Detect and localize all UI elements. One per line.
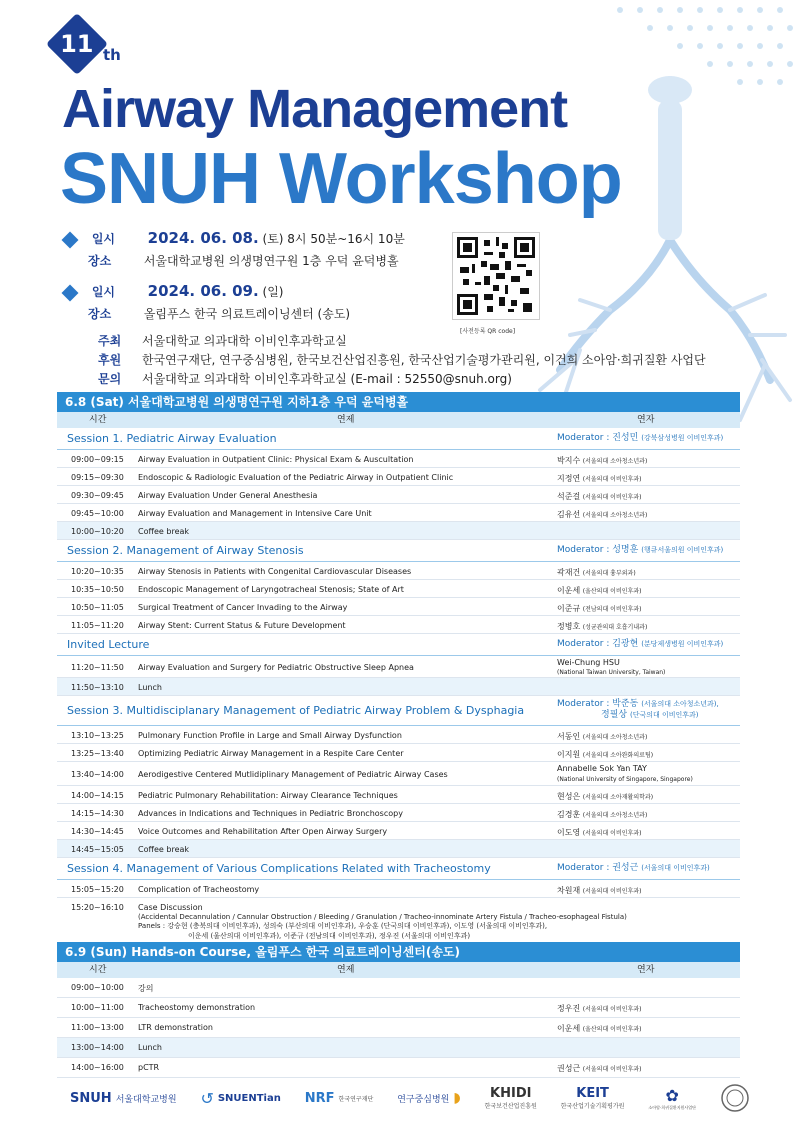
table-row-break: 13:00~14:00 Lunch [57,1038,740,1058]
day1-date-row: 일시 2024. 06. 08. (토) 8시 50분~16시 10분 [64,229,405,247]
ear-icon: ↺ [200,1088,214,1108]
table-row-break: 11:50~13:10 Lunch [57,678,740,696]
lee-foundation-logo: ✿ 소아암·희귀질환지원사업단 [648,1085,697,1110]
table-row-break: 10:00~10:20 Coffee break [57,522,740,540]
emblem-icon: ✿ [665,1085,679,1105]
nrf-logo: NRF 한국연구재단 [304,1090,374,1106]
table-row: 09:30~09:45 Airway Evaluation Under General Anesthesia 석준걸 (서울의대 이비인후과) [57,486,740,504]
edition-number: 11 [60,30,94,58]
host-row: 주최 서울대학교 의과대학 이비인후과학교실 [98,334,347,348]
day1-program [57,392,740,946]
day2-header: 6.9 (Sun) Hands-on Course, 올림푸스 한국 의료트레이닝센터(송도) [57,942,740,962]
registration-qr-code[interactable] [452,232,540,320]
sponsor-row: 후원 한국연구재단, 연구중심병원, 한국보건산업진흥원, 한국산업기술평가관리원, 이건희 소아암·희귀질환 사업단 [98,353,706,367]
edition-suffix: th [103,46,121,64]
session4-header: Session 4. Management of Various Complications Related with Tracheostomy Moderator : 권성근 (서울의대 이비인후과) [57,858,740,880]
day1-column-header: 시간 연제 연자 [57,412,740,428]
table-row: 10:35~10:50 Endoscopic Management of Laryngotracheal Stenosis; State of Art 이운세 (울산의대 이비인후과) [57,580,740,598]
table-row: 09:00~09:15 Airway Evaluation in Outpatient Clinic: Physical Exam & Auscultation 박지수 (서울의대 소아청소년과) [57,450,740,468]
table-row: 10:50~11:05 Surgical Treatment of Cancer Invading to the Airway 이준규 (전남의대 이비인후과) [57,598,740,616]
table-row-case-discussion: 15:20~16:10 Case Discussion (Accidental Decannulation / Cannular Obstruction / Bleeding / Granulation / Tracheo-innominate Artery Fistula / Tracheo-esophageal Fistula) Panels : 강승현 (충북의대 이비인후과), 성의숙 (부산의대 이비인후과), 우승훈 (단국의대 이비인후과), 이도영 (서울의대 이비인후과), 이운세 (울산의대 이비인후과), 이준규 (전남의대 이비인후과), 정우진 (서울의대 이비인후과) [57,898,740,946]
day1-time: (토) 8시 50분~16시 10분 [262,232,405,246]
swoosh-icon: ◗ [453,1090,461,1106]
university-seal-logo [720,1083,750,1113]
table-row: 13:40~14:00 Aerodigestive Centered Mutlidiplinary Management of Pediatric Airway Cases Annabelle Sok Yan TAY (National University of Singapore, Singapore) [57,762,740,786]
table-row: 15:05~15:20 Complication of Tracheostomy 차원재 (서울의대 이비인후과) [57,880,740,898]
qr-code-icon [457,237,535,315]
research-hospital-logo: 연구중심병원 ◗ [397,1090,461,1106]
table-row: 09:00~10:00 강의 [57,978,740,998]
day1-place-row: 장소 서울대학교병원 의생명연구원 1층 우덕 윤덕병홀 [88,254,399,268]
day1-header: 6.8 (Sat) 서울대학교병원 의생명연구원 지하1층 우덕 윤덕병홀 [57,392,740,412]
table-row: 14:15~14:30 Advances in Indications and Techniques in Pediatric Bronchoscopy 김경훈 (서울의대 소아청소년과) [57,804,740,822]
diamond-icon [62,284,79,301]
table-row: 09:15~09:30 Endoscopic & Radiologic Evaluation of the Pediatric Airway in Outpatient Clinic 지정연 (서울의대 이비인후과) [57,468,740,486]
edition-badge [55,22,121,66]
session2-header: Session 2. Management of Airway Stenosis Moderator : 성명훈 (행큐서울의원 이비인후과) [57,540,740,562]
keit-logo: KEIT 한국산업기술기획평가원 [560,1086,625,1110]
table-row: 14:30~14:45 Voice Outcomes and Rehabilitation After Open Airway Surgery 이도영 (서울의대 이비인후과) [57,822,740,840]
khidi-logo: KHIDI 한국보건산업진흥원 [484,1086,537,1110]
invited-lecture-header: Invited Lecture Moderator : 김광현 (분당제생병원 이비인후과) [57,634,740,656]
day2-column-header: 시간 연제 연자 [57,962,740,978]
table-row: 09:45~10:00 Airway Evaluation and Management in Intensive Care Unit 김유선 (서울의대 소아청소년과) [57,504,740,522]
title-line2: SNUH Workshop [60,139,622,219]
day2-date-row: 일시 2024. 06. 09. (일) [64,282,284,300]
day2-date: 2024. 06. 09. [147,282,259,300]
day1-date: 2024. 06. 08. [147,229,259,247]
table-row: 11:00~13:00 LTR demonstration 이운세 (울산의대 이비인후과) [57,1018,740,1038]
sponsor-logos [70,1080,750,1116]
snuentian-logo: ↺ SNUENTian [200,1088,281,1108]
table-row: 13:10~13:25 Pulmonary Function Profile in Large and Small Airway Dysfunction 서동인 (서울의대 소아청소년과) [57,726,740,744]
day2-place: 올림푸스 한국 의료트레이닝센터 (송도) [143,307,351,321]
title-line1: Airway Management [62,79,568,139]
diamond-icon [62,231,79,248]
table-row: 14:00~14:15 Pediatric Pulmonary Rehabilitation: Airway Clearance Techniques 현성은 (서울의대 소아재활의학과) [57,786,740,804]
day2-program [57,942,740,1078]
table-row: 14:00~16:00 pCTR 권성근 (서울의대 이비인후과) [57,1058,740,1078]
day2-place-row: 장소 올림푸스 한국 의료트레이닝센터 (송도) [88,307,351,321]
seal-icon [720,1083,750,1113]
day2-day: (일) [262,285,284,299]
snuh-logo: SNUH 서울대학교병원 [70,1090,177,1106]
contact-row: 문의 서울대학교 의과대학 이비인후과학교실 (E-mail : 52550@snuh.org) [98,372,512,386]
qr-caption: [사전등록 QR code] [460,328,516,335]
table-row: 10:00~11:00 Tracheostomy demonstration 정우진 (서울의대 이비인후과) [57,998,740,1018]
day1-place: 서울대학교병원 의생명연구원 1층 우덕 윤덕병홀 [143,254,399,268]
table-row: 10:20~10:35 Airway Stenosis in Patients with Congenital Cardiovascular Diseases 곽재건 (서울의대 흉부외과) [57,562,740,580]
session3-header: Session 3. Multidisciplanary Management of Pediatric Airway Problem & Dysphagia Moderator : 박준동 (서울의대 소아청소년과), 정필상 (단국의대 이비인후과) [57,696,740,726]
table-row: 13:25~13:40 Optimizing Pediatric Airway Management in a Respite Care Center 이지원 (서울의대 소아완화의료팀) [57,744,740,762]
table-row: 11:20~11:50 Airway Evaluation and Surgery for Pediatric Obstructive Sleep Apnea Wei-Chung HSU (National Taiwan University, Taiwan) [57,656,740,678]
table-row-break: 14:45~15:05 Coffee break [57,840,740,858]
session1-header: Session 1. Pediatric Airway Evaluation Moderator : 진성민 (강북삼성병원 이비인후과) [57,428,740,450]
table-row: 11:05~11:20 Airway Stent: Current Status & Future Development 정병호 (성균관의대 호흡기내과) [57,616,740,634]
